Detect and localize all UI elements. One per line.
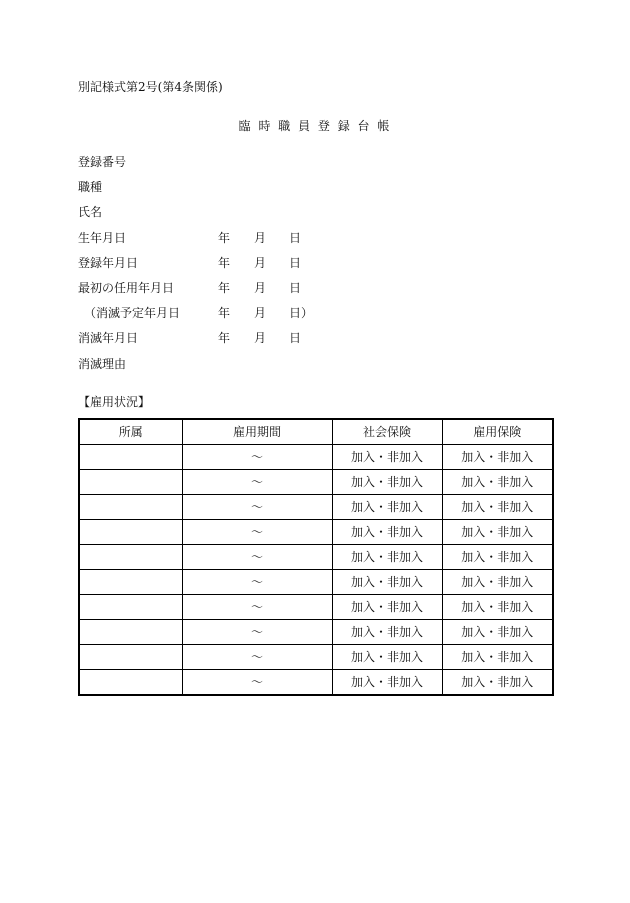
section-heading: 【雇用状況】 xyxy=(78,395,151,409)
cell-employment-insurance: 加入・非加入 xyxy=(442,445,553,470)
cell-affiliation xyxy=(79,545,182,570)
field-label: 登録番号 xyxy=(78,155,127,169)
cell-social-insurance: 加入・非加入 xyxy=(332,570,442,595)
day-unit: 日 xyxy=(289,331,302,345)
cell-social-insurance: 加入・非加入 xyxy=(332,470,442,495)
year-unit: 年 xyxy=(218,281,231,295)
field-label: 最初の任用年月日 xyxy=(78,281,175,295)
field-label: 生年月日 xyxy=(78,231,127,245)
field-label: （消滅予定年月日 xyxy=(84,306,181,320)
cell-social-insurance: 加入・非加入 xyxy=(332,670,442,696)
field-label: 職種 xyxy=(78,180,103,194)
cell-affiliation xyxy=(79,445,182,470)
field-name xyxy=(0,205,630,219)
form-number: 別記様式第2号(第4条関係) xyxy=(78,80,223,94)
cell-affiliation xyxy=(79,595,182,620)
cell-employment-insurance: 加入・非加入 xyxy=(442,620,553,645)
cell-employment-insurance: 加入・非加入 xyxy=(442,670,553,696)
cell-period: 〜 xyxy=(182,570,332,595)
cell-social-insurance: 加入・非加入 xyxy=(332,445,442,470)
month-unit: 月 xyxy=(254,331,267,345)
table-row xyxy=(79,595,553,620)
year-unit: 年 xyxy=(218,256,231,270)
field-planned-expiry-date xyxy=(0,306,630,320)
cell-social-insurance: 加入・非加入 xyxy=(332,620,442,645)
day-unit: 日 xyxy=(289,256,302,270)
cell-employment-insurance: 加入・非加入 xyxy=(442,570,553,595)
cell-affiliation xyxy=(79,495,182,520)
month-unit: 月 xyxy=(254,231,267,245)
month-unit: 月 xyxy=(254,306,267,320)
cell-social-insurance: 加入・非加入 xyxy=(332,495,442,520)
table-row xyxy=(79,470,553,495)
table-row xyxy=(79,495,553,520)
cell-period: 〜 xyxy=(182,520,332,545)
cell-period: 〜 xyxy=(182,470,332,495)
field-first-appointment-date xyxy=(0,281,630,295)
cell-period: 〜 xyxy=(182,620,332,645)
field-registration-date xyxy=(0,256,630,270)
cell-affiliation xyxy=(79,620,182,645)
table-row xyxy=(79,445,553,470)
field-job-type xyxy=(0,180,630,194)
field-label: 消滅理由 xyxy=(78,357,127,371)
field-label: 氏名 xyxy=(78,205,103,219)
cell-period: 〜 xyxy=(182,595,332,620)
cell-social-insurance: 加入・非加入 xyxy=(332,545,442,570)
cell-employment-insurance: 加入・非加入 xyxy=(442,545,553,570)
cell-affiliation xyxy=(79,570,182,595)
field-label: 消滅年月日 xyxy=(78,331,139,345)
year-unit: 年 xyxy=(218,306,231,320)
field-birth-date xyxy=(0,231,630,245)
table-row xyxy=(79,645,553,670)
day-unit: 日 xyxy=(289,231,302,245)
year-unit: 年 xyxy=(218,331,231,345)
page-title: 臨 時 職 員 登 録 台 帳 xyxy=(238,119,392,133)
field-expiry-reason xyxy=(0,357,630,371)
employment-table xyxy=(78,418,554,696)
day-unit: 日 xyxy=(289,281,302,295)
field-registration-number xyxy=(0,155,630,169)
cell-employment-insurance: 加入・非加入 xyxy=(442,470,553,495)
header-employment-insurance: 雇用保険 xyxy=(442,419,553,445)
month-unit: 月 xyxy=(254,281,267,295)
cell-social-insurance: 加入・非加入 xyxy=(332,645,442,670)
field-expiry-date xyxy=(0,331,630,345)
cell-employment-insurance: 加入・非加入 xyxy=(442,595,553,620)
table-row xyxy=(79,570,553,595)
cell-affiliation xyxy=(79,470,182,495)
cell-affiliation xyxy=(79,645,182,670)
cell-employment-insurance: 加入・非加入 xyxy=(442,645,553,670)
day-unit: 日） xyxy=(289,306,314,320)
cell-employment-insurance: 加入・非加入 xyxy=(442,495,553,520)
cell-social-insurance: 加入・非加入 xyxy=(332,595,442,620)
cell-employment-insurance: 加入・非加入 xyxy=(442,520,553,545)
table-row xyxy=(79,520,553,545)
cell-period: 〜 xyxy=(182,495,332,520)
table-row xyxy=(79,670,553,696)
cell-affiliation xyxy=(79,520,182,545)
cell-period: 〜 xyxy=(182,545,332,570)
cell-affiliation xyxy=(79,670,182,696)
field-label: 登録年月日 xyxy=(78,256,139,270)
month-unit: 月 xyxy=(254,256,267,270)
table-header-row xyxy=(79,419,553,445)
header-affiliation: 所属 xyxy=(79,419,182,445)
year-unit: 年 xyxy=(218,231,231,245)
cell-period: 〜 xyxy=(182,670,332,696)
table-row xyxy=(79,545,553,570)
cell-social-insurance: 加入・非加入 xyxy=(332,520,442,545)
cell-period: 〜 xyxy=(182,445,332,470)
table-row xyxy=(79,620,553,645)
header-employment-period: 雇用期間 xyxy=(182,419,332,445)
header-social-insurance: 社会保険 xyxy=(332,419,442,445)
cell-period: 〜 xyxy=(182,645,332,670)
